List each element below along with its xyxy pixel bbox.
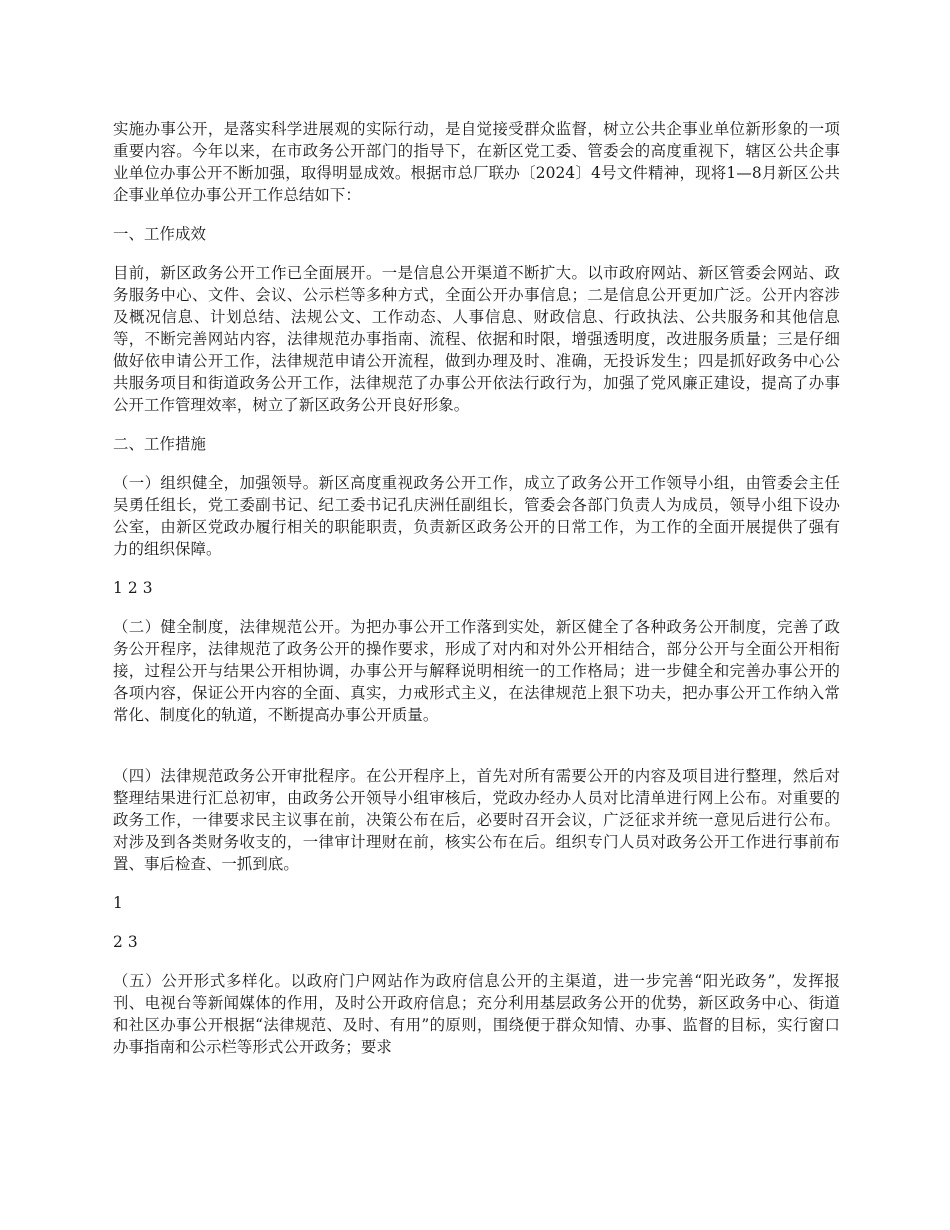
section-heading-results: 一、工作成效 <box>113 225 206 243</box>
intro-paragraph: 实施办事公开，是落实科学进展观的实际行动，是自觉接受群众监督，树立公共企事业单位新形象的一项重要内容。今年以来，在市政务公开部门的指导下，在新区党工委、管委会的高度重视下，辖区公共企事业单位办事公开不断加强，取得明显成效。根据市总厂联办〔2024〕4号文件精神，现将1—8月新区公共企事业单位办事公开工作总结如下： <box>113 120 840 204</box>
page-marker: 1 <box>113 894 123 912</box>
page-marker: 1 2 3 <box>113 579 153 597</box>
document-body <box>113 118 840 1058</box>
results-paragraph: 目前，新区政务公开工作已全面展开。一是信息公开渠道不断扩大。以市政府网站、新区管委会网站、政务服务中心、文件、会议、公示栏等多种方式，全面公开办事信息；二是信息公开更加广泛。公开内容涉及概况信息、计划总结、法规公文、工作动态、人事信息、财政信息、行政执法、公共服务和其他信息等，不断完善网站内容，法律规范办事指南、流程、依据和时限，增强透明度，改进服务质量；三是仔细做好依申请公开工作，法律规范申请公开流程，做到办理及时、准确，无投诉发生；四是抓好政务中心公共服务项目和街道政务公开工作，法律规范了办事公开依法行政行为，加强了党风廉正建设，提高了办事公开工作管理效率，树立了新区政务公开良好形象。 <box>113 264 840 414</box>
measure-two-paragraph: （二）健全制度，法律规范公开。为把办事公开工作落到实处，新区健全了各种政务公开制度，完善了政务公开程序，法律规范了政务公开的操作要求，形成了对内和对外公开相结合，部分公开与全面公开相衔接，过程公开与结果公开相协调，办事公开与解释说明相统一的工作格局；进一步健全和完善办事公开的各项内容，保证公开内容的全面、真实，力戒形式主义，在法律规范上狠下功夫，把办事公开工作纳入常常化、制度化的轨道，不断提高办事公开质量。 <box>113 618 840 724</box>
page-marker: 2 3 <box>113 933 138 951</box>
section-heading-measures: 二、工作措施 <box>113 435 206 453</box>
measure-five-paragraph: （五）公开形式多样化。以政府门户网站作为政府信息公开的主渠道，进一步完善“阳光政务”，发挥报刊、电视台等新闻媒体的作用，及时公开政府信息；充分利用基层政务公开的优势，新区政务中心、街道和社区办事公开根据“法律规范、及时、有用”的原则，围绕便于群众知情、办事、监督的目标，实行窗口办事指南和公示栏等形式公开政务；要求 <box>113 972 840 1056</box>
measure-one-paragraph: （一）组织健全，加强领导。新区高度重视政务公开工作，成立了政务公开工作领导小组，由管委会主任吴勇任组长，党工委副书记、纪工委书记孔庆洲任副组长，管委会各部门负责人为成员，领导小组下设办公室，由新区党政办履行相关的职能职责，负责新区政务公开的日常工作，为工作的全面开展提供了强有力的组织保障。 <box>113 474 840 558</box>
measure-four-paragraph: （四）法律规范政务公开审批程序。在公开程序上，首先对所有需要公开的内容及项目进行整理，然后对整理结果进行汇总初审，由政务公开领导小组审核后，党政办经办人员对比清单进行网上公布。对重要的政务工作，一律要求民主议事在前，决策公布在后，必要时召开会议，广泛征求并统一意见后进行公布。对涉及到各类财务收支的，一律审计理财在前，核实公布在后。组织专门人员对政务公开工作进行事前布置、事后检查、一抓到底。 <box>113 767 840 873</box>
